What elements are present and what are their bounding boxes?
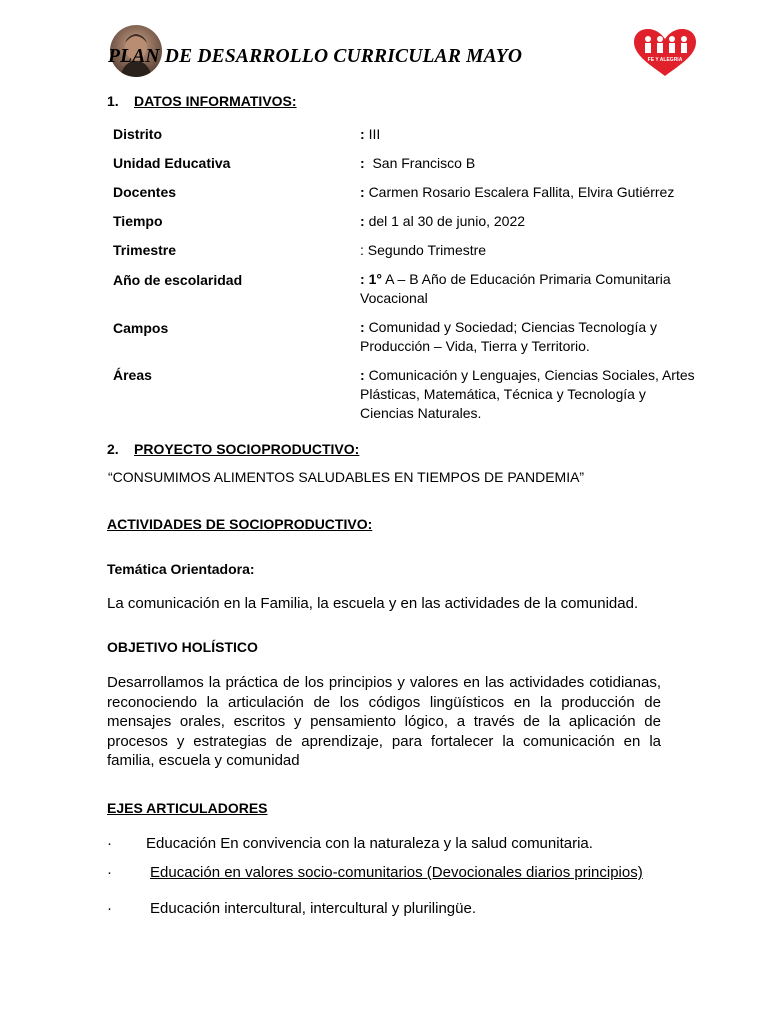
section2-number: 2. (107, 441, 119, 457)
label-areas: Áreas (113, 367, 152, 383)
eje-item-2: Educación en valores socio-comunitarios (Devocionales diarios principios) (150, 864, 643, 881)
bullet-3: · (107, 900, 112, 917)
bullet-2: · (107, 864, 112, 881)
value-distrito: : III (360, 126, 381, 142)
label-docentes: Docentes (113, 184, 177, 200)
section1-number: 1. (107, 93, 119, 109)
document-title: PLAN DE DESARROLLO CURRICULAR MAYO (108, 46, 523, 67)
section2-title: PROYECTO SOCIOPRODUCTIVO: (134, 441, 360, 457)
objective-text: Desarrollamos la práctica de los principios y valores en las actividades cotidianas, reconociendo la articulación de los códigos lingüísticos en la producción de mensajes orales, escritos y pensamiento lógico, a través de la aplicación de procesos y estrategias de aprendizaje, para fortalecer la comunicación en la familia, escuela y comunidad (107, 674, 661, 769)
value-docentes: : Carmen Rosario Escalera Fallita, Elvira Gutiérrez (360, 184, 675, 200)
label-campos: Campos (113, 320, 169, 336)
logo-caption: FE Y ALEGRIA (647, 57, 683, 63)
ejes-title: EJES ARTICULADORES (107, 800, 268, 816)
value-areas: : Comunicación y Lenguajes, Ciencias Sociales, Artes Plásticas, Matemática, Técnica y Tecnología y Ciencias Naturales. (360, 367, 695, 421)
eje-item-1: Educación En convivencia con la naturaleza y la salud comunitaria. (146, 835, 593, 852)
value-unidad-educativa: : San Francisco B (360, 155, 476, 171)
value-ano-escolaridad: : 1° A – B Año de Educación Primaria Comunitaria Vocacional (360, 271, 671, 306)
tematica-label: Temática Orientadora: (107, 561, 255, 577)
bullet-1: · (107, 835, 112, 852)
label-distrito: Distrito (113, 126, 162, 142)
label-trimestre: Trimestre (113, 242, 177, 258)
label-ano-escolaridad: Año de escolaridad (113, 272, 243, 288)
eje-item-3: Educación intercultural, intercultural y plurilingüe. (150, 900, 477, 917)
activities-title: ACTIVIDADES DE SOCIOPRODUCTIVO: (107, 516, 373, 532)
label-tiempo: Tiempo (113, 213, 163, 229)
value-campos: : Comunidad y Sociedad; Ciencias Tecnología y Producción – Vida, Tierra y Territorio. (360, 319, 658, 354)
fe-y-alegria-logo (632, 28, 698, 78)
value-tiempo: : del 1 al 30 de junio, 2022 (360, 213, 526, 229)
value-trimestre: : Segundo Trimestre (360, 242, 487, 258)
project-name: “CONSUMIMOS ALIMENTOS SALUDABLES EN TIEMPOS DE PANDEMIA” (108, 469, 585, 485)
tematica-text: La comunicación en la Familia, la escuela y en las actividades de la comunidad. (107, 595, 639, 612)
label-unidad-educativa: Unidad Educativa (113, 155, 231, 171)
section1-title: DATOS INFORMATIVOS: (134, 93, 297, 109)
objective-title: OBJETIVO HOLÍSTICO (107, 639, 258, 655)
